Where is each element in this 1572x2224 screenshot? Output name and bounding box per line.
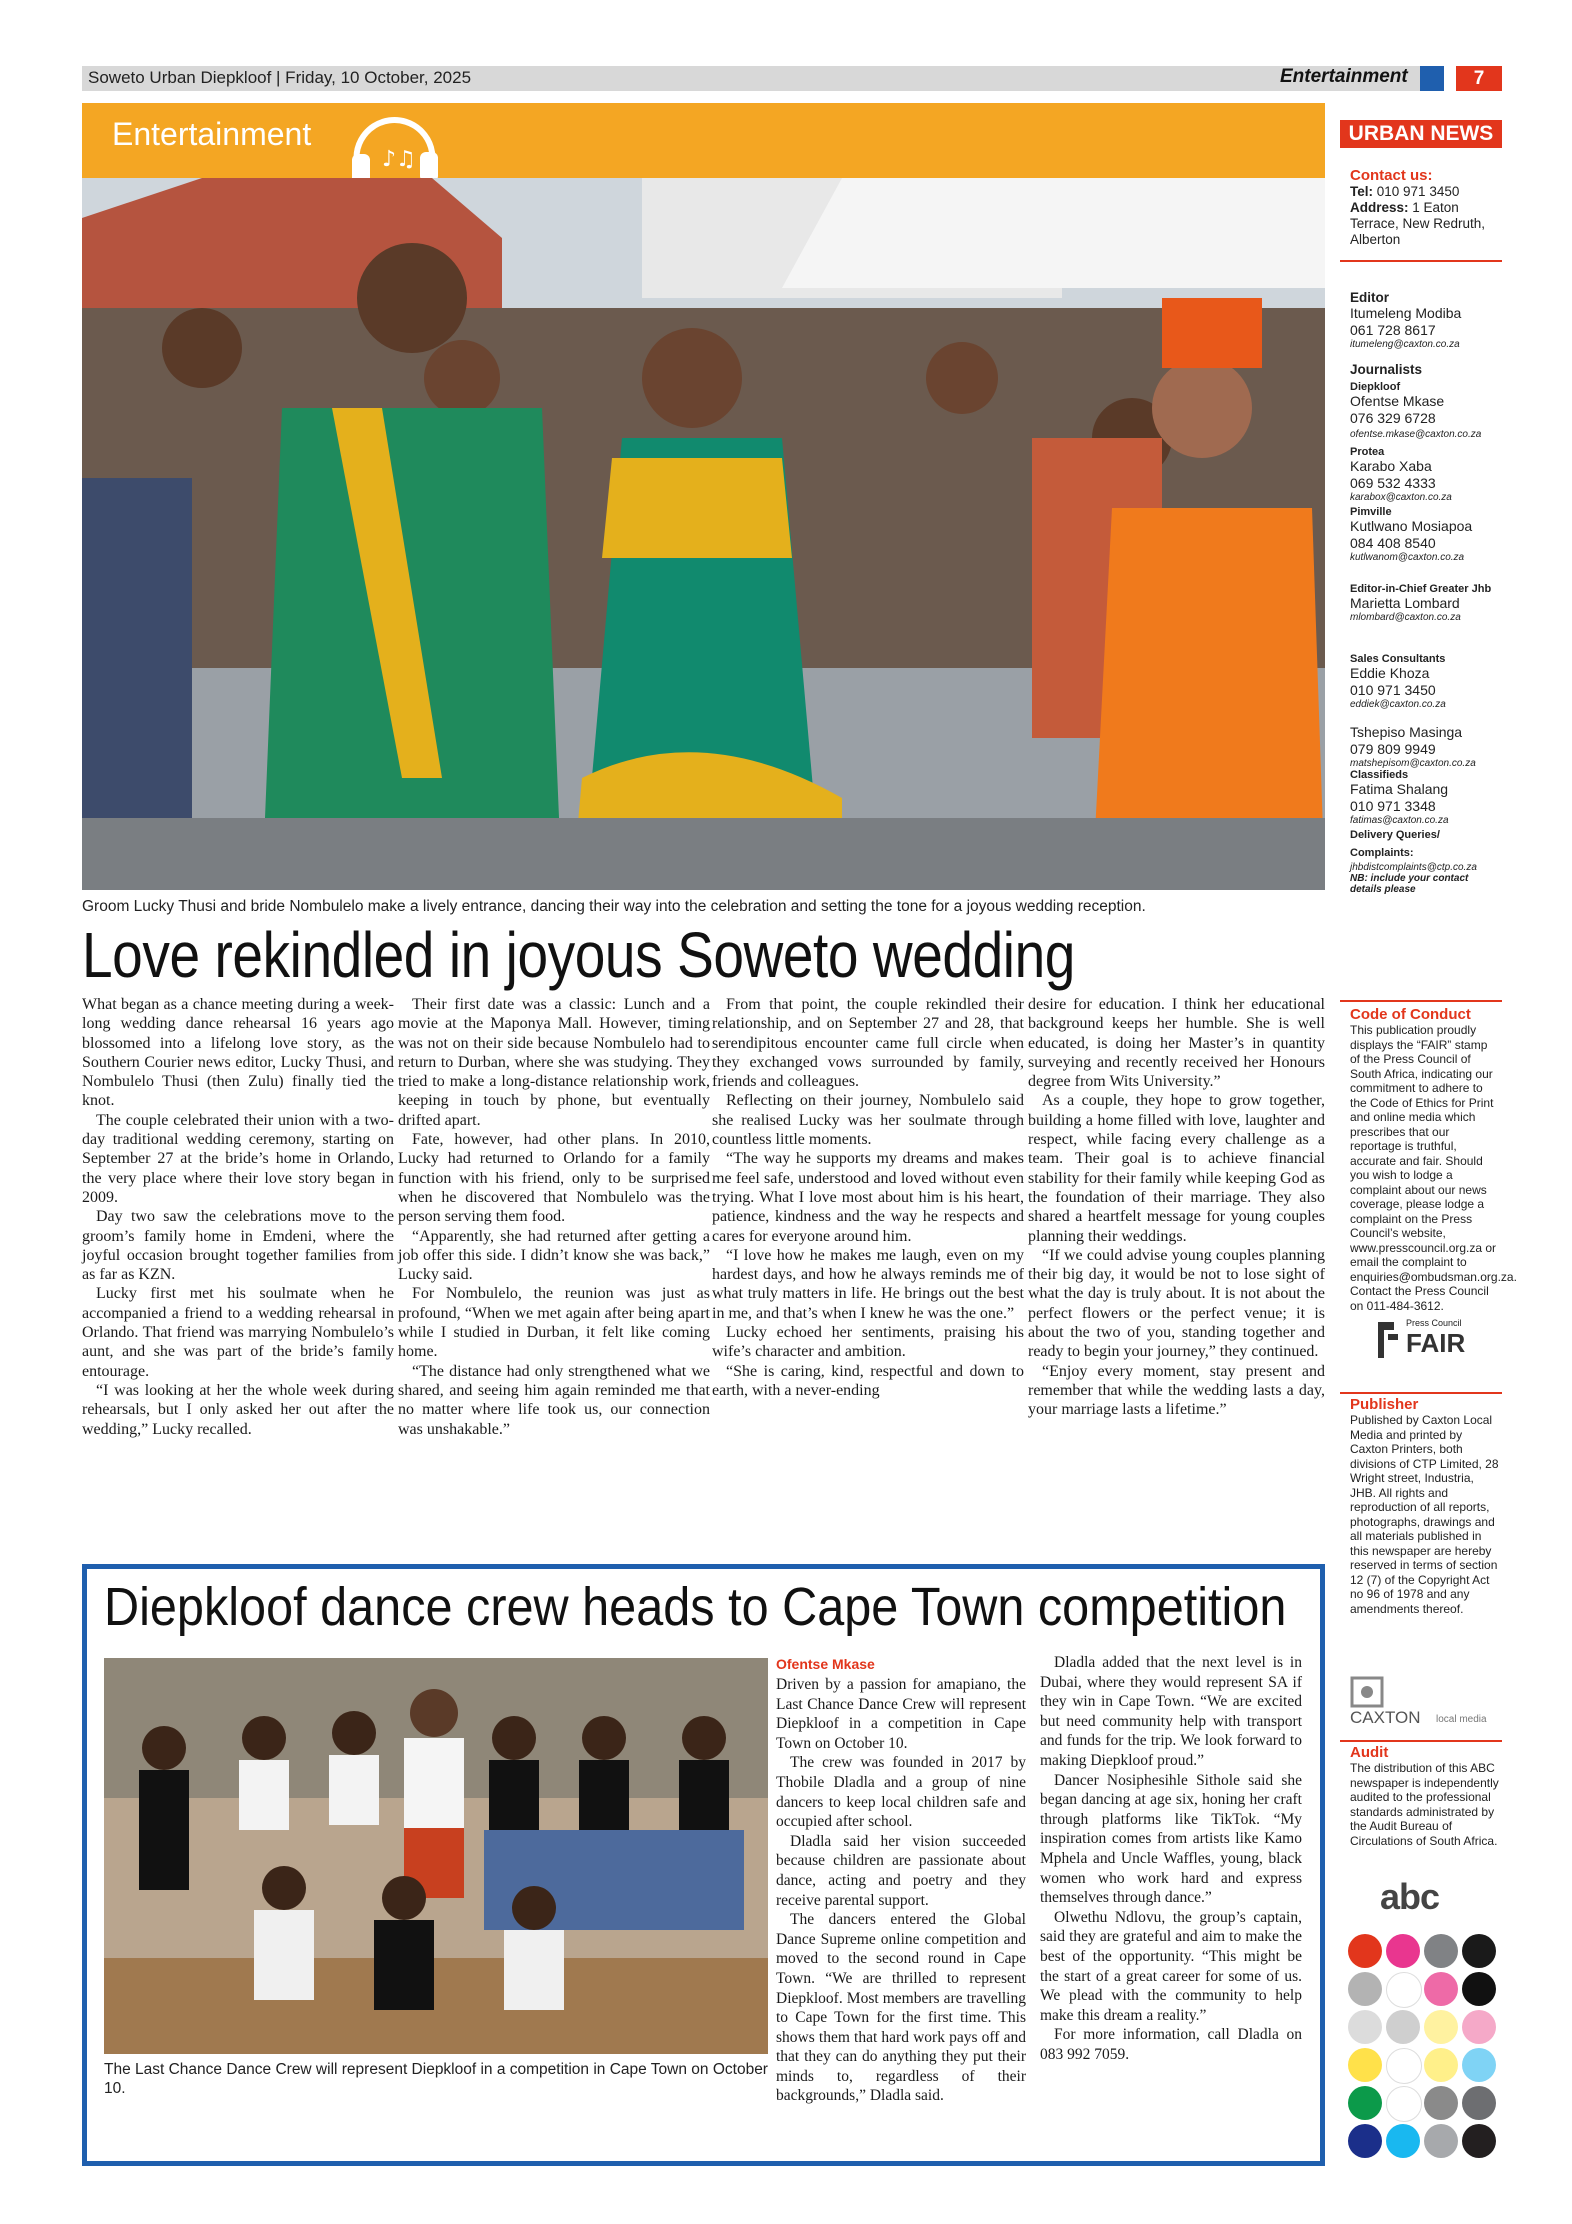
journalist-area: Pimville [1350, 506, 1392, 518]
banner-label: Entertainment [112, 116, 312, 152]
publisher-block [1350, 1396, 1500, 1616]
paragraph: “The distance had only strengthened what we shared, and seeing him again reminded me that no matter where life took us, our connection was unshakable.” [398, 1362, 710, 1438]
paragraph: Reflecting on their journey, Nombulelo said she realised Lucky was her soulmate through countless little moments. [712, 1092, 1024, 1149]
paragraph: Lucky first met his soulmate when he accompanied a friend to a wedding rehearsal in Orlando. That friend was marrying Nombulelo’s aunt, and she was part of the bride’s family entourage. [82, 1285, 394, 1380]
fair-small: Press Council [1406, 1318, 1462, 1328]
colour-swatch [1348, 1972, 1382, 2006]
colour-swatch [1462, 2086, 1496, 2120]
article-column-3 [712, 995, 1024, 1400]
paragraph: For more information, call Dladla on 083 992 7059. [1040, 2026, 1302, 2063]
article-column-4 [1028, 995, 1325, 1420]
paragraph: The crew was founded in 2017 by Thobile Dladla and a group of nine dancers to keep local children safe and occupied after school. [776, 1754, 1026, 1831]
article-column-1 [82, 995, 394, 1439]
editor-name: Itumeleng Modiba [1350, 305, 1462, 321]
paragraph: Olwethu Ndlovu, the group’s captain, said they are grateful and aim to make the best of the opportunity. “This might be the start of a great career for some of us. We plead with the community to help make this dream a reality.” [1040, 1908, 1302, 2024]
press-council-fair-logo [1370, 1318, 1480, 1362]
colour-swatch [1348, 1934, 1382, 1968]
colour-swatch [1424, 2124, 1458, 2158]
tel-label: Tel: [1350, 184, 1373, 199]
caxton-wordmark: CAXTON [1350, 1708, 1421, 1727]
editor-phone: 061 728 8617 [1350, 322, 1436, 338]
divider [1340, 1000, 1502, 1002]
sales-label: Sales Consultants [1350, 653, 1446, 665]
classifieds-email: fatimas@caxton.co.za [1350, 815, 1449, 826]
svg-text:♪♫: ♪♫ [382, 147, 416, 172]
colour-swatch [1386, 2086, 1422, 2122]
delivery-note: NB: include your contact details please [1350, 873, 1469, 895]
colour-swatch [1348, 2086, 1382, 2120]
fair-big: FAIR [1406, 1328, 1466, 1358]
colour-swatch [1424, 2086, 1458, 2120]
paragraph: “I was looking at her the whole week during rehearsals, but I only asked her out after the wedding,” Lucky recalled. [82, 1381, 394, 1438]
editor-label: Editor [1350, 290, 1389, 305]
address-value: 1 Eaton Terrace, New Redruth, Alberton [1350, 200, 1486, 247]
conduct-title: Code of Conduct [1350, 1006, 1471, 1023]
photo-caption: Groom Lucky Thusi and bride Nombulelo make a lively entrance, dancing their way into the celebration and setting the tone for a joyous wedding reception. [82, 898, 1146, 915]
section-name: Entertainment [1280, 66, 1408, 87]
colour-swatch [1386, 2124, 1420, 2158]
caxton-mark-icon [1350, 1676, 1384, 1708]
contact-tel [1350, 184, 1500, 200]
eic-name: Marietta Lombard [1350, 595, 1460, 611]
journalist-email: kutlwanom@caxton.co.za [1350, 552, 1465, 563]
paragraph: Dladla said her vision succeeded because children are passionate about dance, acting and poetry and they receive parental support. [776, 1832, 1026, 1909]
colour-swatch [1348, 2124, 1382, 2158]
paragraph: “Enjoy every moment, stay present and remember that while the wedding lasts a day, your marriage lasts a lifetime.” [1028, 1362, 1325, 1419]
sales-name: Eddie Khoza [1350, 665, 1430, 681]
sales-phone: 010 971 3450 [1350, 682, 1436, 698]
audit-block [1350, 1744, 1500, 1848]
journalist-name: Karabo Xaba [1350, 458, 1432, 474]
colour-swatch [1462, 2124, 1496, 2158]
paragraph: From that point, the couple rekindled their relationship, and on September 27 and 28, that serendipitous encounter came full circle when they exchanged vows surrounded by family, friends and colleagues. [712, 996, 1024, 1091]
colour-swatch [1462, 1972, 1496, 2006]
journalist-name: Ofentse Mkase [1350, 393, 1445, 409]
article2-column-2 [1040, 1653, 1302, 2064]
address-label: Address: [1350, 200, 1409, 215]
paragraph: “I love how he makes me laugh, even on my hardest days, and how he always reminds me of what truly matters in life. He brings out the best in me, and that’s when I knew he was the one.” [712, 1246, 1024, 1322]
colour-swatch [1462, 2010, 1496, 2044]
journalist-email: karabox@caxton.co.za [1350, 492, 1452, 503]
journalist-name: Kutlwano Mosiapoa [1350, 518, 1473, 534]
colour-swatch [1462, 1934, 1496, 1968]
publisher-title: Publisher [1350, 1396, 1419, 1413]
colour-swatch [1386, 2010, 1420, 2044]
paragraph: Lucky echoed her sentiments, praising his wife’s character and ambition. [712, 1324, 1024, 1361]
classifieds-phone: 010 971 3348 [1350, 798, 1436, 814]
colour-swatch [1424, 1972, 1458, 2006]
fair-mark-icon [1370, 1318, 1404, 1362]
paragraph: “She is caring, kind, respectful and down to earth, with a never-ending [712, 1362, 1024, 1399]
paragraph: The couple celebrated their union with a two-day traditional wedding ceremony, starting on September 27 at the bride’s home in Orlando, the very place where their love story began in 2009. [82, 1111, 394, 1206]
photo-caption-2: The Last Chance Dance Crew will represent Diepkloof in a competition in Cape Town on October 10. [104, 2061, 768, 2097]
journalist-phone: 084 408 8540 [1350, 535, 1436, 551]
contact-address [1350, 200, 1500, 248]
colour-swatch [1424, 2010, 1458, 2044]
wedding-photo [82, 178, 1325, 890]
paragraph: Their first date was a classic: Lunch and a movie at the Maponya Mall. However, timing was not on their side because Nombulelo had to return to Durban, where she was studying. They tried to make a long-distance relationship work, keeping in touch by phone, but eventually drifted apart. [398, 996, 710, 1129]
colour-swatch [1348, 2010, 1382, 2044]
paragraph: “If we could advise young couples planning their big day, it would be not to lose sight of what the day is truly about. It is not about the perfect flowers or the perfect venue; it is about the two of you, standing together and ready to begin your journey,” they continued. [1028, 1246, 1325, 1361]
section-color-block [1420, 66, 1444, 91]
sales-name: Tshepiso Masinga [1350, 724, 1463, 740]
sales-email: eddiek@caxton.co.za [1350, 699, 1446, 710]
contact-block [1350, 167, 1500, 248]
publisher-text: Published by Caxton Local Media and printed by Caxton Printers, both divisions of CTP Limited, 28 Wright street, Industria, JHB. All rights and reproduction of all reports, photographs, drawings and all materials published in this newspaper are hereby reserved in terms of section 12 (7) of the Copyright Act no 96 of 1978 and any amendments thereof. [1350, 1413, 1499, 1616]
tel-value: 010 971 3450 [1376, 184, 1460, 199]
headline-2: Diepkloof dance crew heads to Cape Town competition [104, 1577, 1287, 1637]
divider [1340, 1740, 1502, 1742]
colour-swatch [1424, 1934, 1458, 1968]
colour-swatch [1462, 2048, 1496, 2082]
paragraph: “The way he supports my dreams and makes me feel safe, understood and loved without even trying. What I love most about him is his heart, patience, kindness and the way he respects and cares for everyone around him. [712, 1150, 1024, 1245]
audit-title: Audit [1350, 1744, 1389, 1761]
sales-phone: 079 809 9949 [1350, 741, 1436, 757]
colour-swatch [1424, 2048, 1458, 2082]
audit-text: The distribution of this ABC newspaper is independently audited to the professional standards administrated by the Audit Bureau of Circulations of South Africa. [1350, 1761, 1499, 1848]
classifieds-name: Fatima Shalang [1350, 781, 1449, 797]
headline: Love rekindled in joyous Soweto wedding [82, 919, 1075, 991]
colour-swatch [1386, 1972, 1422, 2008]
divider [1340, 1392, 1502, 1394]
code-of-conduct [1350, 1006, 1517, 1313]
paragraph: The dancers entered the Global Dance Supreme online competition and moved to the second round in Cape Town. “We are thrilled to represent Diepkloof. Most members are travelling to Cape Town for the first time. This shows them that hard work pays off and that they can do anything they put their minds to, regardless of their backgrounds,” Dladla said. [776, 1911, 1026, 2105]
article2-column-1 [776, 1675, 1026, 2106]
staff-block [1350, 290, 1502, 895]
delivery-label: Delivery Queries/ Complaints: [1350, 829, 1440, 859]
paragraph: Day two saw the celebrations move to the groom’s family home in Emdeni, where the joyful occasion brought together families from as far as KZN. [82, 1208, 394, 1284]
paragraph: Dladla added that the next level is in Dubai, where they would represent SA if they win in Cape Town. “We are excited but need community help with transport and funds for the trip. We look forward to making Diepkloof proud.” [1040, 1654, 1302, 1769]
sales-email: matshepisom@caxton.co.za [1350, 758, 1476, 769]
journalists-label: Journalists [1350, 362, 1423, 377]
colour-swatch [1386, 1934, 1420, 1968]
paragraph: For Nombulelo, the reunion was just as profound, “When we met again after being apart while I studied in Durban, it felt like coming home. [398, 1285, 710, 1361]
dance-crew-photo [104, 1658, 768, 2054]
contact-title: Contact us: [1350, 167, 1433, 184]
paragraph: Driven by a passion for amapiano, the Last Chance Dance Crew will represent Diepkloof in a competition in Cape Town on October 10. [776, 1676, 1026, 1752]
caxton-sub: local media [1436, 1714, 1487, 1725]
journalist-email: ofentse.mkase@caxton.co.za [1350, 429, 1482, 440]
paragraph: What began as a chance meeting during a week-long wedding dance rehearsal 16 years ago blossomed into a lifelong love story, as the Southern Courier news editor, Lucky Thusi, and Nombulelo Thusi (then Zulu) finally tied the knot. [82, 996, 394, 1110]
journalist-phone: 076 329 6728 [1350, 410, 1436, 426]
colour-swatch [1348, 2048, 1382, 2082]
dateline: Soweto Urban Diepkloof | Friday, 10 October, 2025 [88, 68, 472, 87]
abc-logo: abc [1380, 1876, 1440, 1917]
classifieds-label: Classifieds [1350, 769, 1409, 781]
eic-label: Editor-in-Chief Greater Jhb [1350, 583, 1492, 595]
conduct-text: This publication proudly displays the “FAIR” stamp of the Press Council of South Africa, indicating our commitment to adhere to the Code of Ethics for Print and online media which prescribes that our reportage is truthful, accurate and fair. Should you wish to lodge a complaint about our news coverage, please lodge a complaint on the Press Council’s website, www.presscouncil.org.za or email the complaint to enquiries@ombudsman.org.za. Contact the Press Council on 011-484-3612. [1350, 1023, 1517, 1313]
paragraph: As a couple, they hope to grow together, building a home filled with love, laughter and respect, while facing every challenge as a team. Their goal is to achieve financial stability for their family while keeping God as the foundation of their marriage. They also shared a heartfelt message for young couples planning their weddings. [1028, 1092, 1325, 1245]
paragraph: desire for education. I think her educational background keeps her humble. She is well educated, is doing her Master’s in quantity surveying and recently received her Honours degree from Wits University.” [1028, 996, 1325, 1091]
byline: Ofentse Mkase [776, 1656, 875, 1672]
delivery-email: jhbdistcomplaints@ctp.co.za [1350, 862, 1477, 873]
journalist-area: Diepkloof [1350, 381, 1401, 393]
caxton-logo [1350, 1676, 1500, 1726]
paragraph: Fate, however, had other plans. In 2010, Lucky had returned to Orlando for a family function with his friend, only to be surprised when he discovered that Nombulelo was the person serving them food. [398, 1131, 710, 1226]
paragraph: Dancer Nosiphesihle Sithole said she began dancing at age six, honing her craft through platforms like TikTok. “My inspiration comes from artists like Kamo Mphela and Uncle Waffles, young, black women who work hard and express themselves through dance.” [1040, 1771, 1302, 1907]
editor-email: itumeleng@caxton.co.za [1350, 339, 1460, 350]
paragraph: “Apparently, she had returned after getting a job offer this side. I didn’t know she was back,” Lucky said. [398, 1227, 710, 1284]
page-number: 7 [1456, 66, 1502, 91]
journalist-phone: 069 532 4333 [1350, 475, 1436, 491]
eic-email: mlombard@caxton.co.za [1350, 612, 1461, 623]
divider [1340, 260, 1502, 262]
journalist-area: Protea [1350, 446, 1385, 458]
masthead: URBAN NEWS [1340, 120, 1502, 148]
article-column-2 [398, 995, 710, 1439]
colour-swatch [1386, 2048, 1422, 2084]
colour-registration-swatches [1348, 1934, 1500, 2164]
